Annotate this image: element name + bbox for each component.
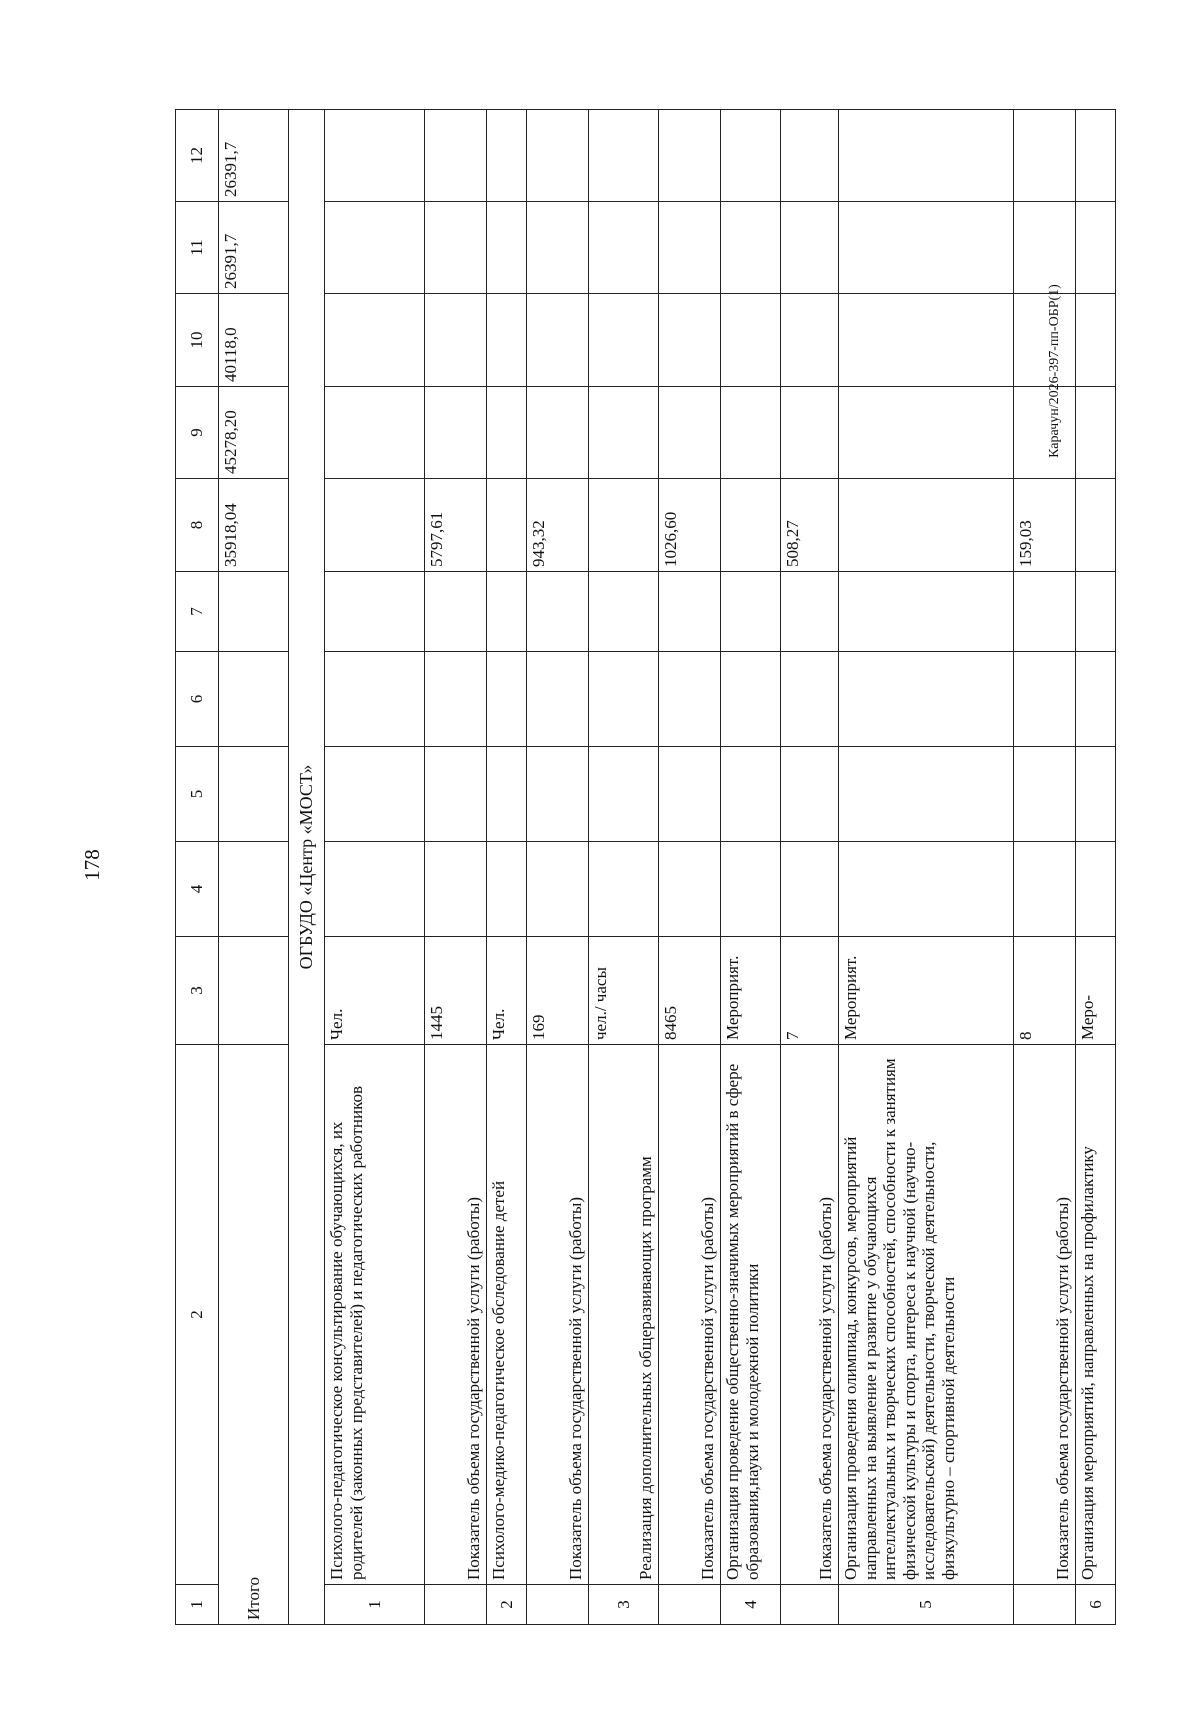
row-number [659,1585,721,1625]
document-code: Карачун/2026-397-пп-ОБР(1) [1047,284,1062,458]
row-unit: 8465 [659,937,721,1045]
table-row [425,110,487,1625]
row-name: Показатель объема государственной услуги (работы) [425,1045,487,1585]
total-value: 26391,7 [219,110,289,202]
total-value: 40118,0 [219,294,289,387]
header-cell: 4 [176,842,219,937]
row-number [527,1585,589,1625]
row-value [589,479,659,572]
header-row [176,110,219,1625]
header-cell: 8 [176,479,219,572]
table-cell [219,937,289,1045]
row-value [721,479,781,572]
total-value: 26391,7 [219,202,289,294]
row-name: Психолого-медико-педагогическое обследование детей [487,1045,527,1585]
row-unit: чел./ часы [589,937,659,1045]
row-unit: Чел. [487,937,527,1045]
row-name: Показатель объема государственной услуги (работы) [659,1045,721,1585]
page-number: 178 [80,849,104,881]
row-number: 2 [487,1585,527,1625]
total-row [219,110,289,1625]
header-cell: 12 [176,110,219,202]
table-row [721,110,781,1625]
row-unit: Меро- [1076,937,1116,1045]
row-name: Реализация дополнительных общеразвивающих программ [589,1045,659,1585]
row-name: Показатель объема государственной услуги (работы) [527,1045,589,1585]
table-cell [219,747,289,842]
row-unit: Мероприят. [721,937,781,1045]
header-cell: 5 [176,747,219,842]
row-number: 6 [1076,1585,1116,1625]
table-row [487,110,527,1625]
row-number: 4 [721,1585,781,1625]
row-value: 1026,60 [659,479,721,572]
table-row [589,110,659,1625]
organization-row [289,110,325,1625]
row-unit: Мероприят. [839,937,1014,1045]
row-number [425,1585,487,1625]
row-value: 508,27 [781,479,839,572]
header-cell: 9 [176,387,219,479]
header-cell: 11 [176,202,219,294]
row-value: 159,03 [1014,479,1076,572]
table-cell [219,652,289,747]
table-row [659,110,721,1625]
total-value: 45278,20 [219,387,289,479]
row-unit: Чел. [325,937,425,1045]
row-value [325,479,425,572]
table-row [1076,110,1116,1625]
row-value [839,479,1014,572]
row-number: 5 [839,1585,1014,1625]
budget-table [175,109,1116,1625]
row-number [1014,1585,1076,1625]
row-number: 3 [589,1585,659,1625]
total-label: Итого [219,1045,289,1625]
table-row [1014,110,1076,1625]
row-name: Организация мероприятий, направленных на профилактику [1076,1045,1116,1585]
row-unit: 1445 [425,937,487,1045]
table-row [325,110,425,1625]
table-row [839,110,1014,1625]
row-unit: 8 [1014,937,1076,1045]
table-row [527,110,589,1625]
header-cell: 7 [176,572,219,652]
header-cell: 1 [176,1585,219,1625]
table-cell [219,572,289,652]
table-cell [219,842,289,937]
table-row [781,110,839,1625]
row-value: 943,32 [527,479,589,572]
row-name: Психолого-педагогическое консультирование обучающихся, их родителей (законных представителей) и педагогических работников [325,1045,425,1585]
header-cell: 2 [176,1045,219,1585]
row-name: Показатель объема государственной услуги (работы) [1014,1045,1076,1585]
organization-title: ОГБУДО «Центр «МОСТ» [289,110,325,1625]
header-cell: 10 [176,294,219,387]
row-number [781,1585,839,1625]
total-value: 35918,04 [219,479,289,572]
row-name: Организация проведения олимпиад, конкурсов, мероприятий направленных на выявление и развитие у обучающихся интеллектуальных и творческих способностей, способности к занятиям физической культуры и спорта, интереса к научной (научно-исследовательской) деятельности, творческой деятельности, физкультурно – спортивной деятельности [839,1045,1014,1585]
row-value [1076,479,1116,572]
header-cell: 6 [176,652,219,747]
row-number: 1 [325,1585,425,1625]
header-cell: 3 [176,937,219,1045]
row-unit: 169 [527,937,589,1045]
row-name: Организация проведение общественно-значимых мероприятий в сфере образования,науки и молодежной политики [721,1045,781,1585]
row-value [487,479,527,572]
rotated-table-container [175,110,1105,1625]
row-unit: 7 [781,937,839,1045]
row-name: Показатель объема государственной услуги (работы) [781,1045,839,1585]
row-value: 5797,61 [425,479,487,572]
